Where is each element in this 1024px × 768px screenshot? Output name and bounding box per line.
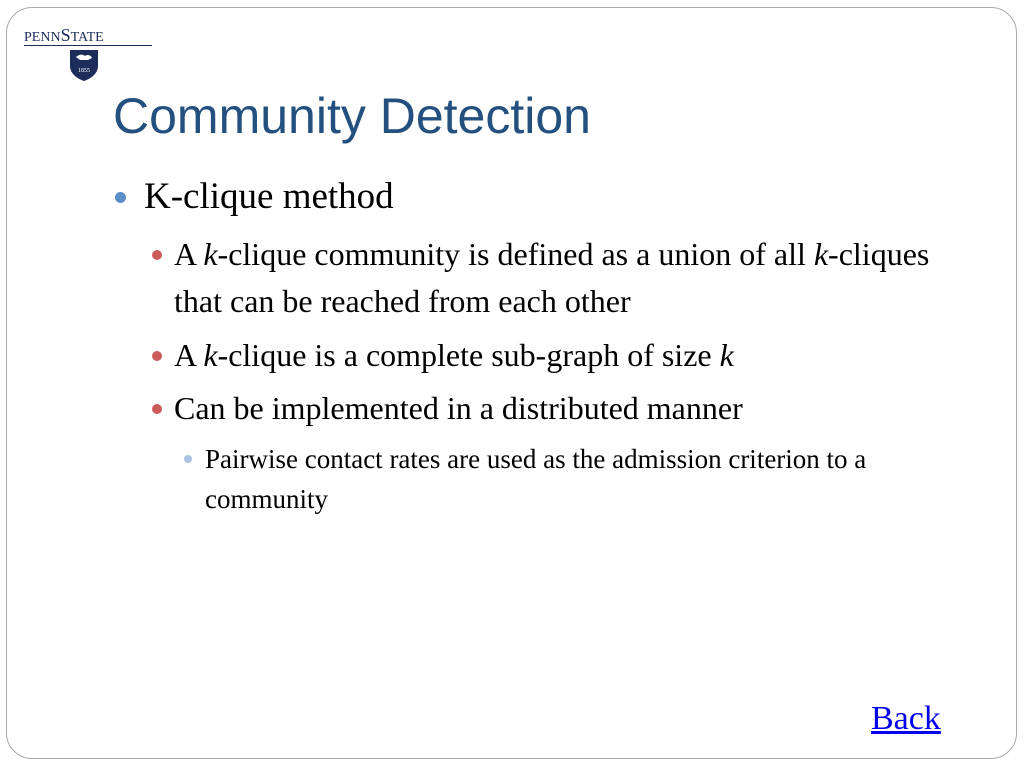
logo-rule bbox=[24, 45, 152, 46]
sub-bullet-distributed bbox=[152, 385, 972, 432]
bullet-dot-icon bbox=[152, 404, 162, 414]
shield-icon bbox=[68, 48, 100, 82]
penn-state-logo bbox=[24, 26, 154, 82]
bullet-text: K-clique method bbox=[144, 176, 394, 217]
sub-sub-bullet-text: Pairwise contact rates are used as the admission criterion to a community bbox=[205, 444, 867, 514]
seal-year: 1855 bbox=[78, 68, 90, 74]
bullet-dot-icon bbox=[152, 250, 162, 260]
logo-wordmark: PENNSTATE bbox=[24, 25, 104, 45]
sub-bullet-kclique-community bbox=[152, 231, 972, 325]
back-link[interactable]: Back bbox=[871, 700, 941, 737]
sub-sub-bullet-pairwise bbox=[184, 439, 904, 519]
sub-bullet-text: Can be implemented in a distributed manner bbox=[174, 390, 743, 426]
bullet-dot-icon bbox=[115, 192, 126, 203]
slide-title: Community Detection bbox=[113, 88, 591, 144]
sub-bullet-text: A k-clique is a complete sub-graph of size k bbox=[174, 337, 734, 373]
bullet-dot-icon bbox=[152, 351, 162, 361]
sub-bullet-kclique-definition bbox=[152, 332, 972, 379]
sub-bullet-text: A k-clique community is defined as a union of all k-cliques that can be reached from each other bbox=[174, 236, 930, 319]
bullet-dot-icon bbox=[184, 455, 192, 463]
bullet-level1 bbox=[115, 173, 394, 221]
